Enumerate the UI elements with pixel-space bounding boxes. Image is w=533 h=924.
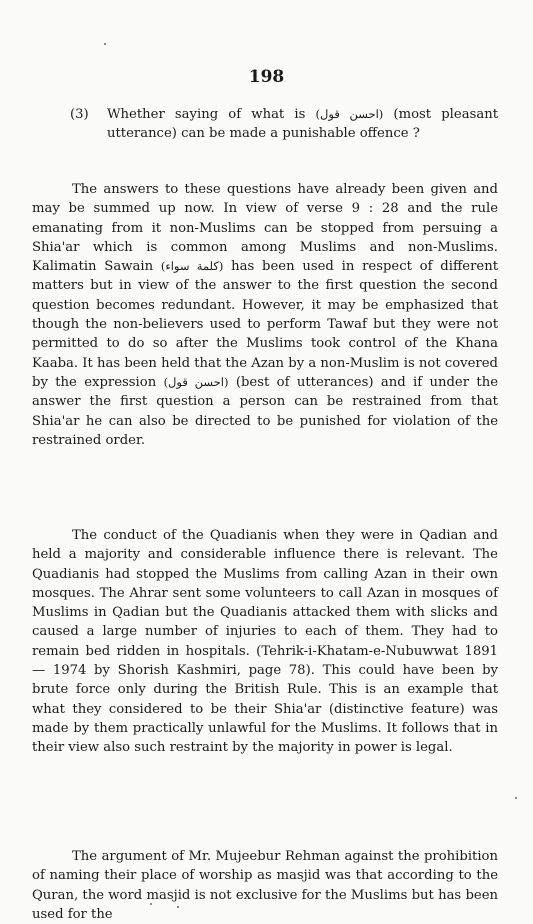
paragraph: The argument of Mr. Mujeebur Rehman against the prohibition of naming their place of worship as masjid was that according to the Quran, the word masjid is not exclusive for the Muslims but has been used for the <box>32 849 498 922</box>
paragraph-text: has been used in respect of different matters but in view of the answer to the first question the second question becomes redundant. However, it may be emphasized that though the non-believers used to perform Tawaf but they were not permitted to do so after the Muslims took control of the Khana Kaaba. It has been held that the Azan by a non-Muslim is not covered by the expression <box>32 259 499 390</box>
paragraph: The conduct of the Quadianis when they were in Qadian and held a majority and considerable influence there is relevant. The Quadianis had stopped the Muslims from calling Azan in their own mosques. The Ahrar sent some volunteers to call Azan in mosques of Muslims in Qadian but the Quadianis attacked them with slicks and caused a large number of injuries to each of them. They had to remain bed ridden in hospitals. (Tehrik-i-Khatam-e-Nubuwwat 1891 — 1974 by Shorish Kashmiri, page 78). This could have been by brute force only during the British Rule. This is an example that what they considered to be their Shia'ar (distinctive feature) was made by them practically unlawful for the Muslims. It follows that in their view also such restraint by the majority in power is legal. <box>32 528 498 756</box>
paragraph-text: The answers to these questions have already been given and may be summed up now. In view of verse 9 : 28 and the rule emanating from it non-Muslims can be stopped from persuing a Shia'ar which is common among Muslims and non-Muslims. Kalimatin Sawain <box>32 182 498 275</box>
page-number: 198 <box>248 67 285 87</box>
scan-speck <box>515 797 517 799</box>
arabic-phrase: (كلمة سواء) <box>160 259 224 274</box>
scan-speck <box>150 903 152 905</box>
question-number: (3) <box>70 107 89 122</box>
question-text-start: Whether saying of what is <box>107 107 316 122</box>
arabic-phrase: (احسن قول) <box>315 107 384 121</box>
arabic-phrase: (احسن قول) <box>163 374 229 389</box>
question-item <box>72 105 498 144</box>
question-text-end: (most pleasant utterance) can be made a punishable offence ? <box>107 107 498 142</box>
scan-speck <box>177 906 179 908</box>
question-text <box>107 105 498 144</box>
paragraph-text: (best of utterances) and if under the answer the first question a person can be restrained from that Shia'ar he can also be directed to be punished for violation of the restrained order. <box>32 374 498 448</box>
paragraph <box>32 180 498 450</box>
scan-speck <box>104 43 106 45</box>
